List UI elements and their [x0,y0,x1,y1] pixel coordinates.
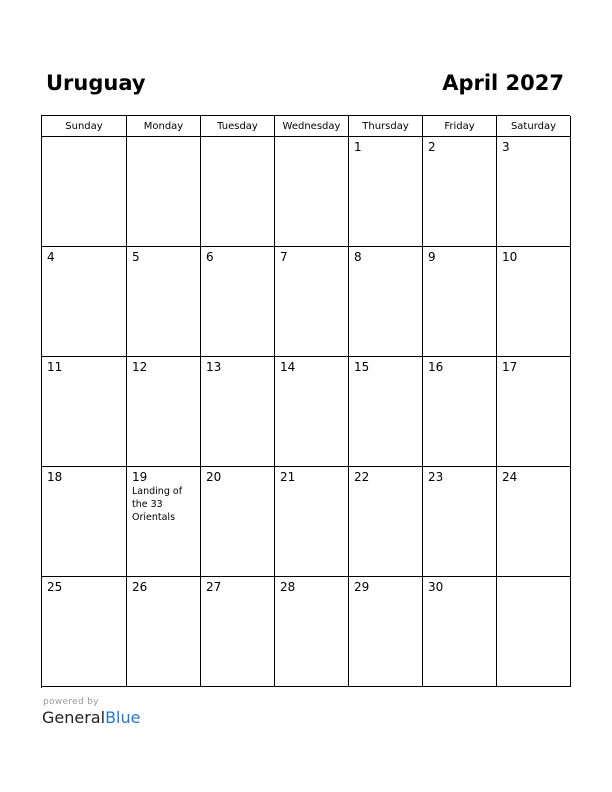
day-cell [423,357,497,467]
day-cell [201,137,275,247]
day-number: 26 [132,580,148,594]
week-row-2 [42,247,570,357]
holiday-label: Landing of the 33 Orientals [132,486,183,523]
calendar-grid [41,115,570,688]
weekday-saturday: Saturday [497,116,571,137]
day-cell [423,137,497,247]
day-cell [275,467,349,577]
day-number [42,137,126,140]
day-number: 17 [502,360,518,374]
day-cell [423,467,497,577]
day-number: 16 [428,360,444,374]
day-number: 10 [502,250,518,264]
month-title: April 2027 [442,71,564,95]
weekday-monday: Monday [127,116,201,137]
brand-blue-text: Blue [105,708,141,727]
day-cell [275,137,349,247]
day-number: 15 [354,360,370,374]
day-cell [42,357,127,467]
day-number: 23 [428,470,444,484]
day-cell [42,137,127,247]
day-number [275,137,348,140]
day-number: 12 [132,360,148,374]
day-cell [127,137,201,247]
weekday-wednesday: Wednesday [275,116,349,137]
day-number: 24 [502,470,518,484]
day-number: 21 [280,470,296,484]
weekday-header-row [42,116,570,137]
day-number: 19 [132,470,148,484]
day-number: 14 [280,360,296,374]
powered-by-text: powered by [43,697,99,707]
day-cell [275,577,349,687]
day-number: 25 [47,580,63,594]
day-number [127,137,200,140]
day-number: 27 [206,580,222,594]
day-cell [497,467,571,577]
day-cell [349,247,423,357]
day-cell [201,467,275,577]
day-cell [497,357,571,467]
week-row-3 [42,357,570,467]
day-cell [127,357,201,467]
day-number: 7 [280,250,288,264]
day-cell [275,247,349,357]
day-number: 2 [428,140,436,154]
day-cell [423,577,497,687]
week-row-4 [42,467,570,577]
day-number: 1 [354,140,362,154]
day-cell [275,357,349,467]
day-cell [349,357,423,467]
day-number: 3 [502,140,510,154]
weekday-thursday: Thursday [349,116,423,137]
day-cell [497,137,571,247]
day-number: 11 [47,360,63,374]
week-row-1 [42,137,570,247]
day-cell [349,467,423,577]
weekday-tuesday: Tuesday [201,116,275,137]
day-number: 13 [206,360,222,374]
weekday-friday: Friday [423,116,497,137]
weekday-sunday: Sunday [42,116,127,137]
day-cell [127,577,201,687]
day-cell [423,247,497,357]
day-number: 8 [354,250,362,264]
day-number: 30 [428,580,444,594]
day-number: 28 [280,580,296,594]
day-cell [497,577,571,687]
day-cell [349,577,423,687]
day-cell [42,577,127,687]
day-cell [42,467,127,577]
day-cell [201,357,275,467]
week-row-5 [42,577,570,687]
day-cell [127,247,201,357]
day-cell [42,247,127,357]
brand-logo[interactable] [42,708,140,727]
country-title: Uruguay [46,71,146,95]
day-number: 6 [206,250,214,264]
day-cell [497,247,571,357]
day-number: 20 [206,470,222,484]
day-cell-holiday [127,467,201,577]
day-number: 29 [354,580,370,594]
day-cell [201,247,275,357]
day-number: 22 [354,470,370,484]
day-number [201,137,274,140]
day-number: 5 [132,250,140,264]
brand-general-text: General [42,708,106,727]
day-cell [201,577,275,687]
day-number: 18 [47,470,63,484]
day-number: 4 [47,250,55,264]
day-number [497,577,570,580]
day-number: 9 [428,250,436,264]
day-cell [349,137,423,247]
